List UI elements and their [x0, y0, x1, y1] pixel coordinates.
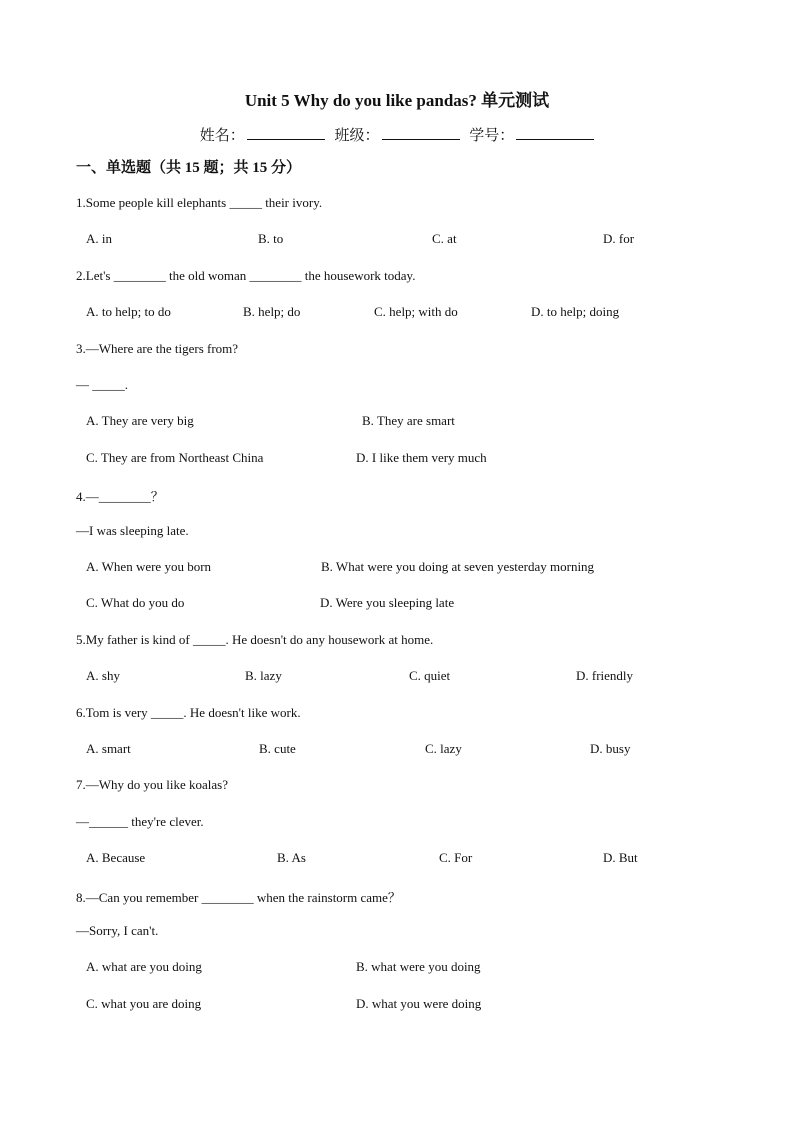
page-title: Unit 5 Why do you like pandas? 单元测试 — [244, 91, 550, 110]
question-1-option-c[interactable]: C. at — [432, 231, 457, 246]
question-4-option-c[interactable]: C. What do you do — [86, 595, 185, 610]
number-label: 学号： — [469, 128, 515, 144]
question-6-option-d[interactable]: D. busy — [590, 741, 631, 756]
section-title: 一、单选题（共 15 题；共 15 分） — [76, 160, 302, 176]
question-7-answer-line: —______ they're clever. — [76, 814, 204, 829]
question-2-option-d[interactable]: D. to help; doing — [531, 304, 620, 319]
number-blank[interactable] — [516, 126, 594, 140]
class-blank[interactable] — [382, 126, 460, 140]
question-1-option-d[interactable]: D. for — [603, 231, 635, 246]
question-8-option-a[interactable]: A. what are you doing — [86, 959, 202, 974]
number-field — [469, 128, 594, 144]
class-label: 班级： — [334, 128, 380, 144]
question-3-option-d[interactable]: D. I like them very much — [356, 450, 487, 465]
question-2-option-a[interactable]: A. to help; to do — [86, 304, 171, 319]
question-4-option-b[interactable]: B. What were you doing at seven yesterday morning — [321, 559, 595, 574]
question-2-option-c[interactable]: C. help; with do — [374, 304, 458, 319]
question-1-option-b[interactable]: B. to — [258, 231, 284, 246]
question-8-option-d[interactable]: D. what you were doing — [356, 996, 482, 1011]
question-4-stem: 4.—________？ — [76, 489, 164, 504]
question-5-stem: 5.My father is kind of _____. He doesn't do any housework at home. — [76, 632, 434, 647]
question-8-option-b[interactable]: B. what were you doing — [356, 959, 481, 974]
question-6-option-a[interactable]: A. smart — [86, 741, 131, 756]
question-7-stem: 7.—Why do you like koalas? — [76, 777, 228, 792]
question-2-option-b[interactable]: B. help; do — [243, 304, 301, 319]
question-8-stem: 8.—Can you remember ________ when the rainstorm came？ — [76, 890, 401, 905]
name-field — [200, 128, 325, 144]
question-4-option-d[interactable]: D. Were you sleeping late — [320, 595, 455, 610]
question-7-option-a[interactable]: A. Because — [86, 850, 146, 865]
question-7-option-d[interactable]: D. But — [603, 850, 638, 865]
question-6-option-b[interactable]: B. cute — [259, 741, 296, 756]
class-field — [334, 128, 459, 144]
question-5-option-d[interactable]: D. friendly — [576, 668, 634, 683]
question-4-option-a[interactable]: A. When were you born — [86, 559, 212, 574]
question-7-option-b[interactable]: B. As — [277, 850, 306, 865]
question-1-option-a[interactable]: A. in — [86, 231, 112, 246]
question-3-answer-line: — _____. — [76, 377, 128, 392]
question-8-answer-line: —Sorry, I can't. — [76, 923, 159, 938]
question-3-option-a[interactable]: A. They are very big — [86, 413, 194, 428]
student-info-row — [0, 124, 794, 145]
question-4-answer-line: —I was sleeping late. — [76, 523, 189, 538]
question-7-option-c[interactable]: C. For — [439, 850, 473, 865]
question-3-stem: 3.—Where are the tigers from? — [76, 341, 239, 356]
question-1-stem: 1.Some people kill elephants _____ their ivory. — [76, 195, 323, 210]
question-5-option-a[interactable]: A. shy — [86, 668, 120, 683]
question-6-stem: 6.Tom is very _____. He doesn't like work. — [76, 705, 301, 720]
question-8-option-c[interactable]: C. what you are doing — [86, 996, 202, 1011]
name-blank[interactable] — [247, 126, 325, 140]
question-6-option-c[interactable]: C. lazy — [425, 741, 462, 756]
question-5-option-c[interactable]: C. quiet — [409, 668, 451, 683]
question-3-option-c[interactable]: C. They are from Northeast China — [86, 450, 264, 465]
question-3-option-b[interactable]: B. They are smart — [362, 413, 455, 428]
question-5-option-b[interactable]: B. lazy — [245, 668, 282, 683]
question-2-stem: 2.Let's ________ the old woman ________ the housework today. — [76, 268, 416, 283]
name-label: 姓名： — [199, 128, 245, 144]
